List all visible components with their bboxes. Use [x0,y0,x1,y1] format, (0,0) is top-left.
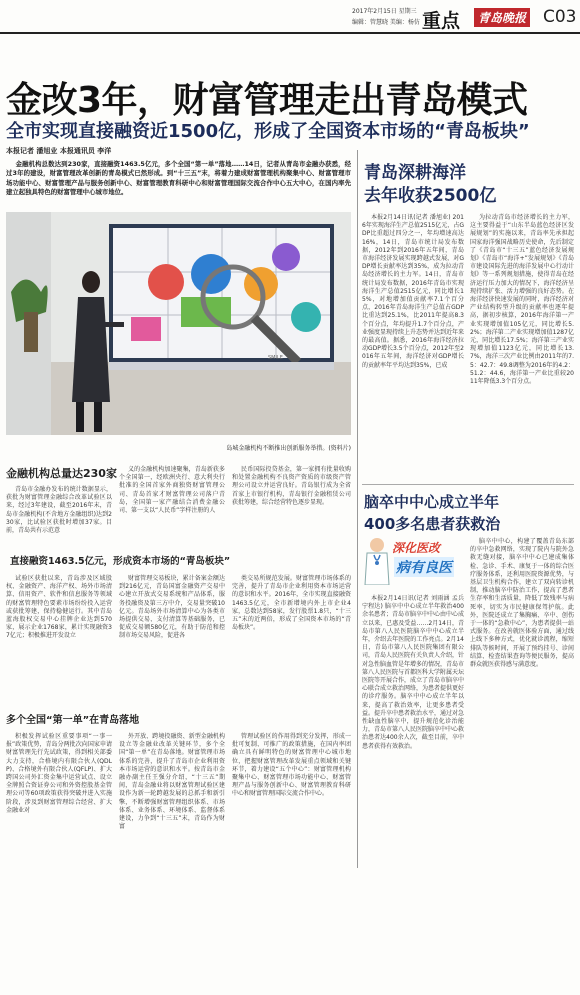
story2-headline-line2: 去年收获2500亿 [364,186,497,206]
lead-intro: 金融机构总数达到230家，直接融资1463.5亿元，多个全国“第一单”落地……14日，记者从青岛市金融办获悉，经过3年的建设，财富管理改革创新的青岛模式已然形成。到“十三五”末，将着力建成财富管理机构聚集中心、财富管理市场功能中心、财富管理产品与服务创新中心、财富管理教育科研中心和财富管理国际交流合作中心五大中心，在国内率先建立起独具特色的财富管理中心城市地位。 [6,160,351,197]
badge-top: 深化医改 [392,541,441,555]
story2-headline-line1: 青岛深耕海洋 [364,163,466,183]
editor-credits: 编辑：管慧晓 美编：杨仿 [352,19,420,26]
newspaper-logo: 青岛晚报 [474,8,530,27]
story2-col-1: 本报2月14日讯(记者 潘旭业) 2016年实现海洋生产总值2515亿元，占GDP比重超过四分之一，年均增速高达16%，14日，青岛市统计局发布数据，2012年到2016年五年间，青岛市海洋经济发展实现跨越式发展，对GDP增长贡献率达到35%，成为拉动青岛经济增长的主力军。14日，青岛市统计局发布数据，2016年青岛市实现海洋生产总值2515亿元，同比增长15%，对地增加值贡献率7.1个百分点，2016年青岛海洋生产总值占GDP比重达到25.1%，比2011年提高8.3个百分点，年均提升1.7个百分点，产业强度显现持续上升态势并达到近年来的最高值。据悉，2016年海洋经济拉动GDP增长3.5个百分点，2012年至2016年五年间，海洋经济对GDP增长的贡献率年平均达到35%，已成 [362,214,465,369]
section-1-col-2: 义的金融机构加速聚集，青岛新获多个全国第一，经欧洲央行、意大利央行批准的全国首家外商独资财富管理公司、青岛首家才财富管理公司落户青岛，全国第一家产融结合消费金融公司、第一支以“人民币”字样注册的人 [119,466,225,515]
issue-date: 2017年2月15日 星期三 [352,8,417,15]
section-2-col-1: 试验区获批以来，青岛涉及区域股权、金融资产、海洋产权、场外市场清算、信用资产、软件和信息服务等领域的财富管理特色要素市场纷纷投入运营或获批筹建，保持稳健运行。其中青岛蓝海股权交易中心挂牌企业达到570家，展示企业1768家，累计实现融资37亿元；积极推进开发设立 [6,575,112,640]
lead-byline: 本报记者 潘旭业 本报通讯员 李洋 [6,147,112,155]
section-heading: 金融机构总量达230家 [6,467,117,480]
touchscreen-photo-illustration [6,212,351,435]
section-1-col-1: 青岛市金融办发布的统计数据显示，获批为财富管理金融综合改革试验区以来，经过3年建设，截至2016年末，青岛市金融机构(不含地方金融组织)达到230家，比试验区获批时增加37家。目前，青岛共有示范意 [6,486,112,535]
story-divider [362,484,574,485]
badge-bottom: 病有良医 [394,557,454,577]
section-2-col-2: 财富管理交易板块，累计备案金额达到216亿元，青岛国富金融资产交易中心建立开放式交易系统和产品体系，服务投融资及第三方中介，交易量突破10亿元。青岛场外市场清算中心为各类市场提供交易、支付清算等基础服务，已促成交易额580亿元，有助于防范和控制市场交易风险，促进各 [119,575,225,640]
section-2-col-3: 类交易所规范发展。财富管理市场体系的完善，提升了青岛市企业利用资本市场运营的意识和水平。2016年，全市实现直接融资1463.5亿元，全市新增境内外上市企业4家，总数达到58家，发行股票1.8只，“十三五”末的近两倍，形成了全国资本市场的“青岛板块”。 [232,575,351,632]
column-divider [357,150,358,868]
section-3-col-1: 积极发挥试验区重要事项“一事一报”政策优势，青岛分两批次向国家申请财富管理先行先试政策，得到相关部委大力支持，合格境内有限合伙人(QDLP)、合格境外有限合伙人(QFLP)、扩大跨国公司外汇资金集中运营试点、设立全牌照合资证券公司和外资控股基金管理公司等60项政策获得突破并进入实施阶段，涉及到财富管理综合经营、扩大金融业对 [6,733,112,814]
section-label: 重点 [422,10,461,32]
section-3-col-2: 外开放、跨境投融资、新型金融机构设立等金融业改革关键环节，多个全国“第一单”在青岛落地。财富管理市场体系的完善，提升了青岛市企业利用资本市场运营的意识和水平。按青岛市金融办副主任王强分介绍，“十三五”期间，青岛金融业将以财富管理试验区建设作为新一轮跨越发展的总抓手和新引擎，不断增强财富管理组织体系、市场体系、业务体系、环境体系、监督体系建设，力争到“十三五”末，青岛作为财富 [119,733,225,831]
photo-caption: 岛城金融机构不断推出创新服务举措。(资料片) [226,445,351,452]
story2-col-2: 为拉动青岛市经济增长的主力军，这主要得益于“山东半岛蓝色经济区发展规划”的实施以来，青岛率先承担起国家海洋强国战略历史使命，先后制定了《青岛市“十三五”蓝色经济发展规划》《青岛市“海洋+”发展规划》《青岛市建设国际先进的海洋发展中心行动计划》等一系列规划措施，使得青岛在经济运行压力加大的情况下，海洋经济呈现持续扩张、活力增强的良好态势。在海洋经济快速发展的同时，海洋经济对产业结构转型升级的贡献率也逐年提高，据初步核算，2016年海洋第一产业实现增加值105亿元，同比增长5.2%；海洋第二产业实现增加值1287亿元，同比增长17.5%；海洋第三产业实现增加值1123亿元，同比增长13.7%，海洋三次产业比例由2011年的7.5：42.7：49.8调整为2016年的4.2：51.2：44.6，海洋第一产业比重较2011年降低3.3个百分点。 [470,214,574,386]
story3-col-1: 本报2月14日讯(记者 刘雨涵 孟兵 宁程达) 脑卒中中心成立半年救治400余名患者；青岛市脑卒中中心由中心成立以来，已惠及受益……2月14日，青岛市第八人民医院脑卒中中心成立半年，介绍去年医院的工作亮点。2月14日，青岛市第八人民医院集团有限公司，青岛人民医院有关负责人介绍，针对急性脑血管是年增多的情况，青岛市第八人民医院与首都医科大学附属天坛医院等开展合作，成立了青岛市脑卒中心联合成立救治网络，为患者提供更好的诊疗服务。脑卒中中心成立半年以来，提高了救治效率，让更多患者受益。提升卒中患者救治水平，通过对急性缺血性脑卒中，提升规范化诊治能力，青岛市第八人民医院脑卒中中心救治患者达400余人次，截至目前，卒中患者获得有效救治。 [362,595,465,750]
section-heading: 直接融资1463.5亿元，形成资本市场的“青岛板块” [10,556,231,567]
screen-brand-label: SMILE [268,355,283,361]
header-rule [0,32,580,34]
story3-headline-line2: 400多名患者获救治 [364,515,501,533]
doctor-icon [362,535,392,585]
page-number: C03 [543,7,577,27]
section-heading: 多个全国“第一单”在青岛落地 [6,715,140,726]
lead-headline: 金改3年，财富管理走出青岛模式 [6,80,528,121]
section-1-col-3: 民币国际投贷基金，第一家拥有批量收购和处置金融机构不良资产资质的市级资产管理公司设立并运营良好。青岛银行成为全省首家上市银行机构，青岛银行金融租赁公司获批筹建，综合经营特色逐步显现。 [232,466,351,506]
section-3-col-3: 管理试验区的作用得到充分发挥，形成一批可复制、可推广的政策措施，在国内率团确立具有鲜明特色的财富管理中心城市地位，把握财富管理改革发展重点领域和关键环节，着力建设“五个中心”：财富管理机构聚集中心、财富管理市场功能中心、财富管理产品与服务创新中心、财富管理教育科研中心和财富管理国际交流合作中心。 [232,733,351,798]
health-reform-badge [362,535,466,587]
story3-headline-line1: 脑卒中中心成立半年 [364,493,500,511]
story3-col-2: 脑卒中中心，构建了覆盖青岛东部的卒中急救网络，实现了院内与院外急救无缝对接，脑卒中中心已建成集体检、急诊、手术、康复于一体的综合医疗服务体系，还利用医院资源优势，与基层卫生机构合作，建立了双向转诊机制，推动脑卒中防治工作，提高了患者生存率和生活质量，降低了致残率与病死率，切实为市民健康保驾护航。此外，医院还成立了集胸痛、卒中、创伤于一体的“急救中心”，为患者提供一站式服务。在改善就医体验方面，通过线上线下多种方式，优化就诊流程，缩短排队等候时间，开展了预约挂号、诊间结算、检查结果查询等便民服务，提高群众就医获得感与满意度。 [470,538,574,669]
lead-photo [6,212,351,435]
lead-subhead: 全市实现直接融资近1500亿，形成了全国资本市场的“青岛板块” [6,121,530,142]
